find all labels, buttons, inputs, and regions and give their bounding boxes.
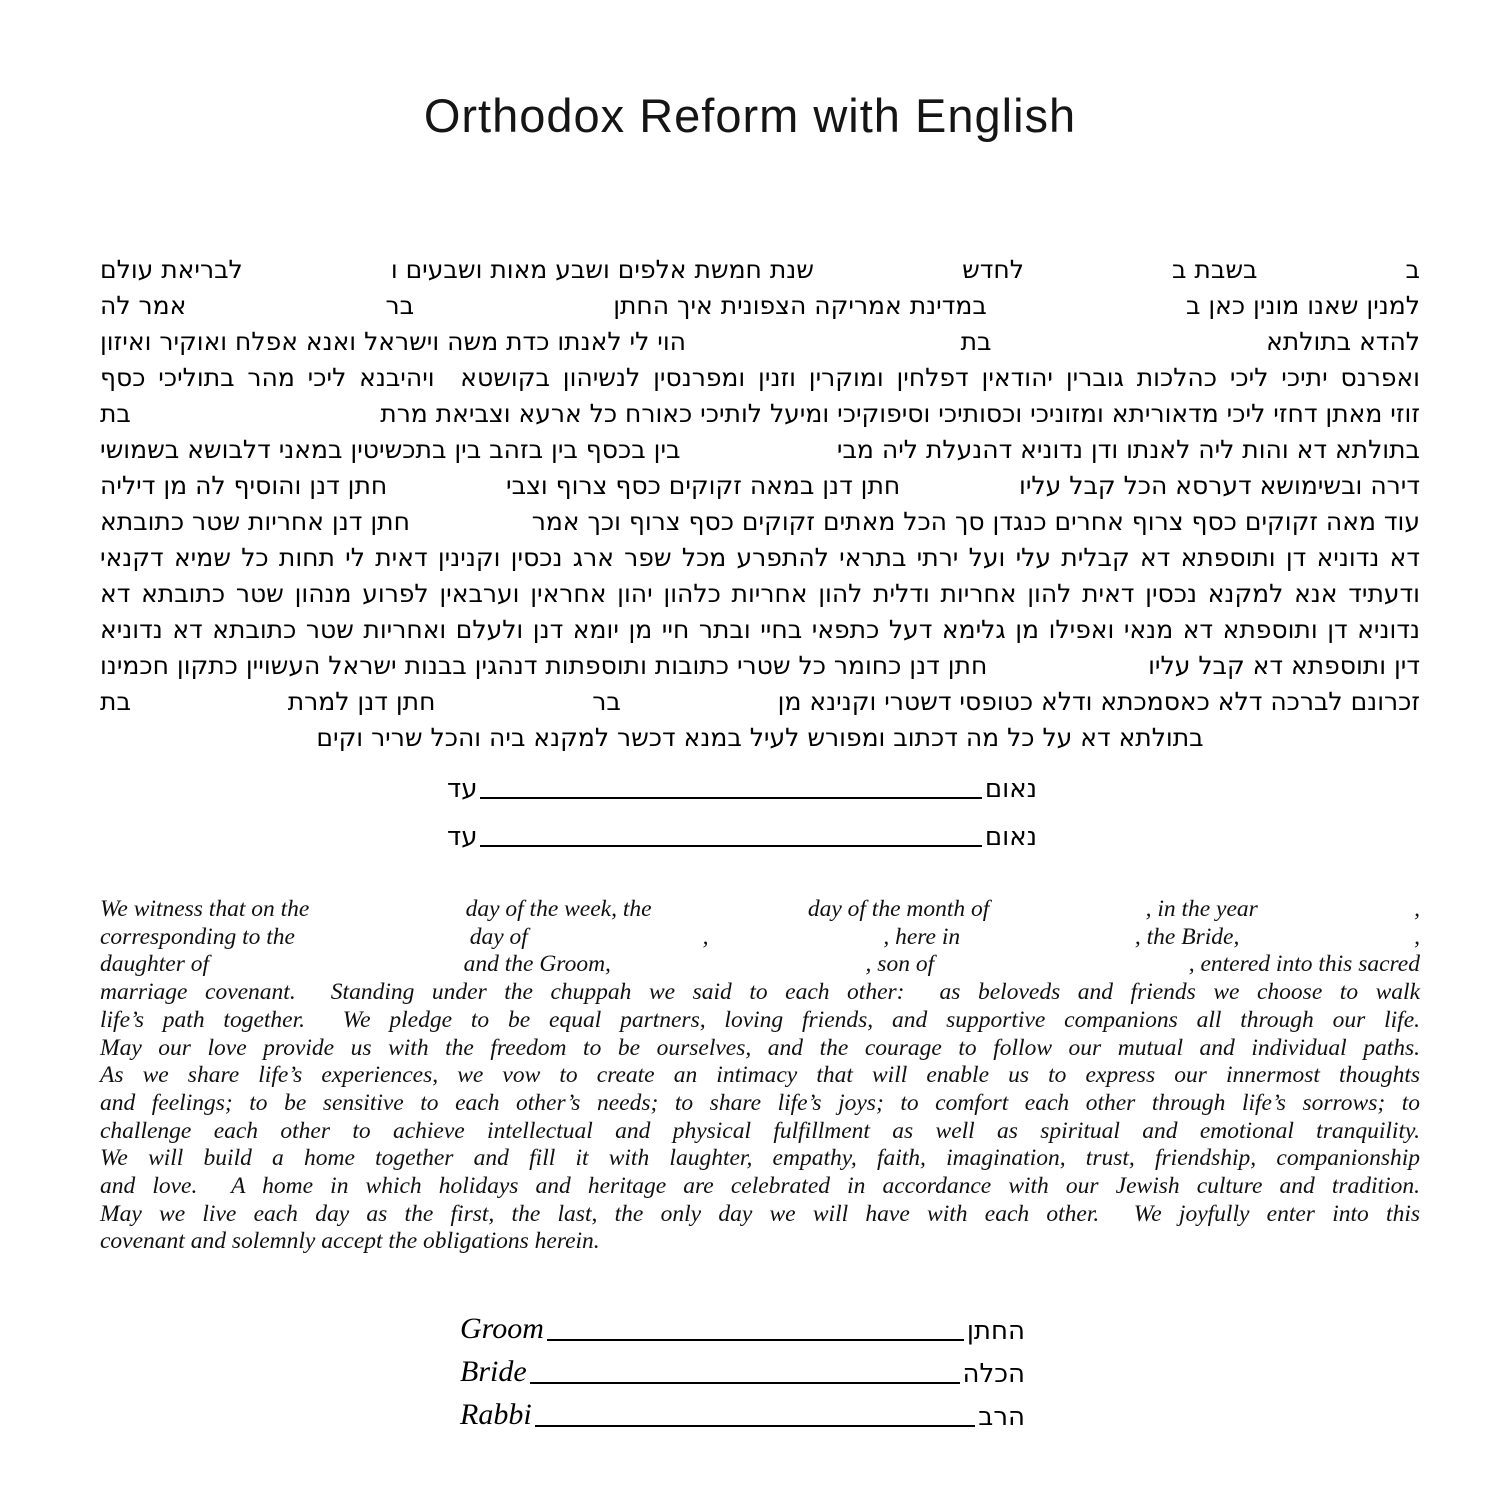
- hebrew-contract-line: [100, 396, 1420, 432]
- witness-declaration-label: נאום: [984, 822, 1037, 852]
- signature-row: [460, 1396, 1025, 1432]
- text-segment: בר: [592, 687, 621, 716]
- text-segment: , entered into this sacred: [1188, 951, 1420, 978]
- text-segment: daughter of: [100, 951, 210, 978]
- witness-row: [447, 770, 1037, 804]
- text-segment: May our love provide us with the freedom to be ourselves, and the courage to follow our mutual and individual paths.: [100, 1034, 1420, 1061]
- signature-row: [460, 1310, 1025, 1346]
- text-segment: ואפרנס יתיכי ליכי כהלכות גוברין יהודאין דפלחין ומוקרין וזנין ומפרנסין לנשיהון בקושטא ויהיבנא ליכי מהר בתוליכי כסף: [100, 363, 1420, 392]
- hebrew-contract-line: [100, 540, 1420, 576]
- text-segment: We will build a home together and fill it with laughter, empathy, faith, imagination, trust, friendship, companionship: [100, 1145, 1420, 1172]
- text-segment: , son of: [865, 951, 935, 978]
- witness-row: [447, 818, 1037, 852]
- text-segment: challenge each other to achieve intellectual and physical fulfillment as well as spiritual and emotional tranquility.: [100, 1117, 1420, 1144]
- text-segment: May we live each day as the first, the last, the only day we will have with each other. We joyfully enter into this: [100, 1200, 1420, 1227]
- text-segment: נדוניא דן ותוספתא דא מנאי ואפילו מן גלימא דעל כתפאי בחיי ובתר חיי מן יומא דנן ולעלם ואחריות שטר כתובתא דא נדוניא: [100, 615, 1420, 644]
- signature-role-label-english: Groom: [460, 1312, 544, 1345]
- text-segment: הוי לי לאנתו כדת משה וישראל ואנא אפלח ואוקיר ואיזון: [100, 327, 686, 356]
- witness-label: עד: [447, 774, 478, 804]
- text-segment: בר: [385, 291, 415, 320]
- text-segment: ,: [702, 923, 709, 950]
- signature-role-label-english: Rabbi: [460, 1398, 532, 1431]
- hebrew-contract-line: [100, 684, 1420, 720]
- text-segment: בתולתא דא על כל מה דכתוב ומפורש לעיל במנא דכשר למקנא ביה והכל שריר וקים: [316, 723, 1204, 752]
- english-covenant-text: [100, 896, 1420, 1256]
- english-covenant-line: [100, 979, 1420, 1007]
- hebrew-contract-line: [100, 612, 1420, 648]
- witness-declaration-label: נאום: [984, 774, 1037, 804]
- text-segment: ב: [1405, 255, 1420, 284]
- text-segment: בת: [100, 399, 131, 428]
- signature-role-label-hebrew: הרב: [978, 1402, 1025, 1432]
- text-segment: We witness that on the: [100, 896, 310, 922]
- text-segment: במדינת אמריקה הצפונית איך החתן: [613, 291, 987, 320]
- text-segment: עוד מאה זקוקים כסף צרוף אחרים כנגדן סך הכל מאתים זקוקים כסף צרוף וכך אמר: [531, 507, 1420, 536]
- signature-line[interactable]: [530, 1382, 960, 1384]
- hebrew-contract-line: [100, 360, 1420, 396]
- text-segment: דא נדוניא דן ותוספתא דא קבלית עלי ועל ירתי בתראי להתפרע מכל שפר ארג נכסין וקנינין דאית לי תחות כל שמיא דקנאי: [100, 543, 1420, 572]
- text-segment: life’s path together. We pledge to be equal partners, loving friends, and supportive companions all through our life.: [100, 1006, 1420, 1033]
- text-segment: בשבת ב: [1172, 255, 1258, 284]
- text-segment: , the Bride,: [1134, 923, 1240, 950]
- signature-role-label-hebrew: החתן: [966, 1316, 1025, 1346]
- text-segment: לבריאת עולם: [100, 255, 243, 284]
- hebrew-contract-line: [100, 252, 1420, 288]
- hebrew-contract-line: [100, 720, 1420, 756]
- text-segment: חתן דנן למרת: [287, 687, 436, 716]
- witness-signature-section: [447, 770, 1037, 866]
- signature-section: [460, 1310, 1025, 1439]
- hebrew-contract-line: [100, 468, 1420, 504]
- text-segment: דין ותוספתא דא קבל עליו: [1148, 651, 1420, 680]
- text-segment: As we share life’s experiences, we vow to create an intimacy that will enable us to express our innermost thoughts: [100, 1062, 1420, 1089]
- text-segment: לחדש: [962, 255, 1024, 284]
- text-segment: להדא בתולתא: [1266, 327, 1420, 356]
- signature-line[interactable]: [535, 1425, 976, 1427]
- hebrew-contract-line: [100, 504, 1420, 540]
- signature-row: [460, 1353, 1025, 1389]
- text-segment: חתן דנן אחריות שטר כתובתא: [100, 507, 410, 536]
- text-segment: שנת חמשת אלפים ושבע מאות ושבעים ו: [390, 255, 814, 284]
- hebrew-contract-line: [100, 324, 1420, 360]
- english-covenant-line: [100, 951, 1420, 979]
- english-covenant-line: [100, 1228, 1420, 1256]
- text-segment: בת: [960, 327, 992, 356]
- text-segment: ,: [1414, 923, 1420, 950]
- text-segment: חתן דנן כחומר כל שטרי כתובות ותוספתות דנהגין בבנות ישראל העשויין כתקון חכמינו: [100, 651, 988, 680]
- text-segment: זוזי מאתן דחזי ליכי מדאוריתא ומזוניכי וכסותיכי וסיפוקיכי ומיעל לותיכי כאורח כל ארעא וצביאת מרת: [380, 399, 1420, 428]
- english-covenant-line: [100, 1035, 1420, 1063]
- page-title: Orthodox Reform with English: [423, 89, 1077, 142]
- signature-role-label-hebrew: הכלה: [962, 1359, 1025, 1389]
- text-segment: and love. A home in which holidays and heritage are celebrated in accordance with our Jewish culture and tradition.: [100, 1173, 1420, 1200]
- text-segment: ודעתיד אנא למקנא נכסין דאית להון אחריות ודלית להון אחריות כלהון יהון אחראין וערבאין לפרוע מנהון שטר כתובתא דא: [100, 579, 1420, 608]
- english-covenant-line: [100, 1201, 1420, 1229]
- witness-signature-line[interactable]: [480, 845, 981, 847]
- text-segment: day of: [469, 923, 528, 950]
- hebrew-contract-line: [100, 648, 1420, 684]
- text-segment: בין בכסף בין בזהב בין בתכשיטין במאני דלבושא בשמושי: [100, 435, 681, 464]
- english-covenant-line: [100, 1062, 1420, 1090]
- english-covenant-line: [100, 924, 1420, 952]
- text-segment: בתולתא דא והות ליה לאנתו ודן נדוניא דהנעלת ליה מבי: [836, 435, 1420, 464]
- text-segment: corresponding to the: [100, 923, 295, 950]
- text-segment: marriage covenant. Standing under the chuppah we said to each other: as beloveds and friends we choose to walk: [100, 979, 1420, 1006]
- text-segment: and feelings; to be sensitive to each other’s needs; to share life’s joys; to comfort each other through life’s sorrows; to: [100, 1089, 1420, 1116]
- text-segment: ,: [1414, 896, 1420, 922]
- text-segment: זכרונם לברכה דלא כאסמכתא ודלא כטופסי דשטרי וקנינא מן: [777, 687, 1420, 716]
- text-segment: אמר לה: [100, 291, 187, 320]
- english-covenant-line: [100, 1118, 1420, 1146]
- text-segment: covenant and solemnly accept the obligations herein.: [100, 1228, 600, 1255]
- text-segment: day of the month of: [807, 896, 990, 922]
- text-segment: למנין שאנו מונין כאן ב: [1185, 291, 1420, 320]
- text-segment: day of the week, the: [465, 896, 652, 922]
- text-segment: חתן דנן והוסיף לה מן דיליה: [100, 471, 388, 500]
- english-covenant-line: [100, 1007, 1420, 1035]
- signature-role-label-english: Bride: [460, 1355, 527, 1388]
- text-segment: , in the year: [1145, 896, 1258, 922]
- text-segment: בת: [100, 687, 131, 716]
- english-covenant-line: [100, 896, 1420, 924]
- hebrew-contract-line: [100, 576, 1420, 612]
- hebrew-contract-text: [100, 252, 1420, 756]
- text-segment: חתן דנן במאה זקוקים כסף צרוף וצבי: [506, 471, 901, 500]
- text-segment: and the Groom,: [463, 951, 611, 978]
- english-covenant-line: [100, 1173, 1420, 1201]
- signature-line[interactable]: [547, 1339, 964, 1341]
- hebrew-contract-line: [100, 288, 1420, 324]
- text-segment: דירה ובשימושא דערסא הכל קבל עליו: [1019, 471, 1420, 500]
- hebrew-contract-line: [100, 432, 1420, 468]
- english-covenant-line: [100, 1145, 1420, 1173]
- witness-label: עד: [447, 822, 478, 852]
- witness-signature-line[interactable]: [480, 797, 981, 799]
- english-covenant-line: [100, 1090, 1420, 1118]
- text-segment: , here in: [883, 923, 961, 950]
